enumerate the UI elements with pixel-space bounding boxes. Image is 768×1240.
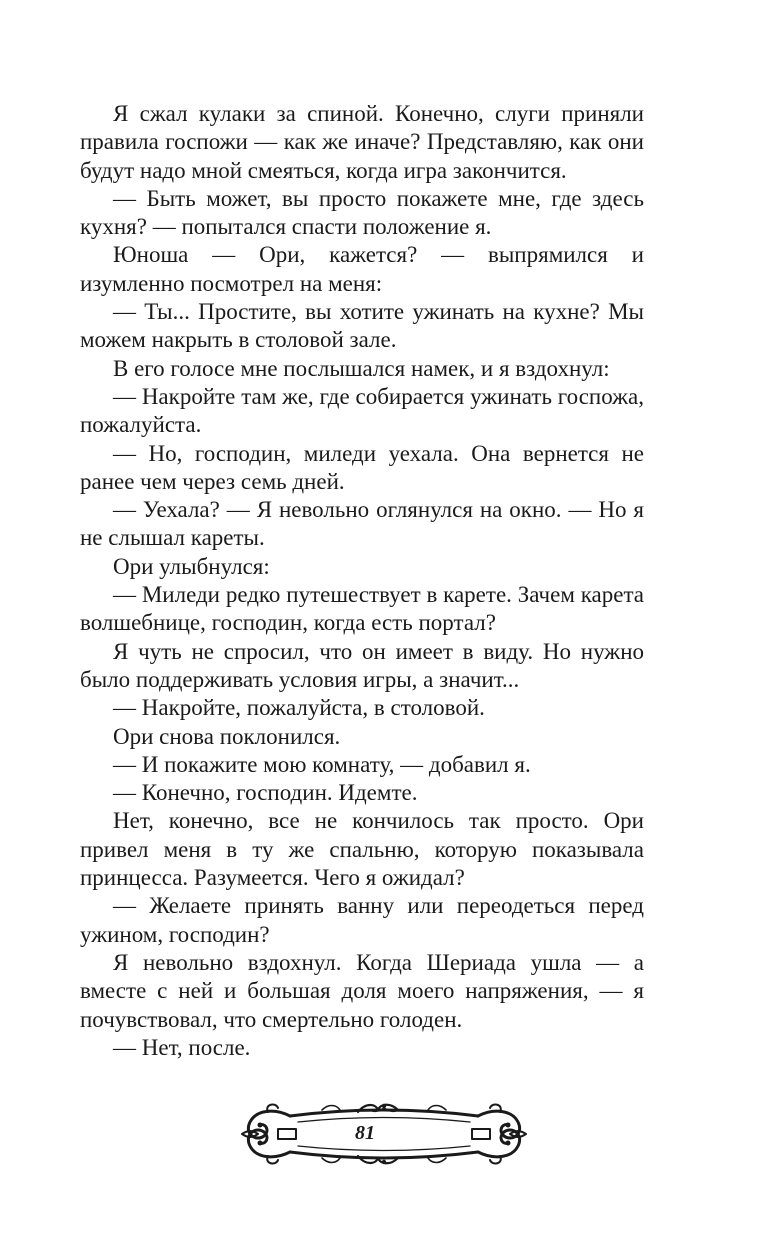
paragraph: — Но, господин, миледи уехала. Она вернется не ранее чем через семь дней.	[80, 440, 644, 494]
paragraph: Юноша — Ори, кажется? — выпрямился и изумленно посмотрел на меня:	[80, 242, 644, 296]
paragraph: Ори улыбнулся:	[113, 553, 270, 579]
paragraph: — Миледи редко путешествует в карете. Зачем карета волшебнице, господин, когда есть портал?	[80, 582, 644, 636]
paragraph: Нет, конечно, все не кончилось так просто. Ори привел меня в ту же спальню, которую показывала принцесса. Разумеется. Чего я ожидал?	[80, 808, 644, 891]
paragraph: — Желаете принять ванну или переодеться перед ужином, господин?	[80, 893, 644, 947]
page-number: 81	[355, 1122, 375, 1144]
paragraph: — Накройте там же, где собирается ужинать госпожа, пожалуйста.	[80, 383, 644, 438]
paragraph: — Конечно, господин. Идемте.	[113, 780, 418, 806]
page-body	[80, 100, 644, 1062]
paragraph: — Нет, после.	[113, 1034, 251, 1060]
paragraph: В его голосе мне послышался намек, и я вздохнул:	[113, 355, 610, 381]
paragraph: Я невольно вздохнул. Когда Шериада ушла — а вместе с ней и большая доля моего напряжения, — я почувствовал, что смертельно голоден.	[80, 949, 644, 1032]
paragraph: Я чуть не спросил, что он имеет в виду. Но нужно было поддерживать условия игры, а значит...	[80, 638, 644, 692]
paragraph: — Быть может, вы просто покажете мне, где здесь кухня? — попытался спасти положение я.	[80, 185, 644, 240]
paragraph: Ори снова поклонился.	[113, 723, 341, 749]
paragraph: — И покажите мою комнату, — добавил я.	[113, 751, 531, 777]
paragraph: — Накройте, пожалуйста, в столовой.	[113, 695, 485, 721]
paragraph: Я сжал кулаки за спиной. Конечно, слуги приняли правила госпожи — как же иначе? Представляю, как они будут надо мной смеяться, когда игра закончится.	[80, 101, 644, 183]
paragraph: — Ты... Простите, вы хотите ужинать на кухне? Мы можем накрыть в столовой зале.	[80, 299, 644, 353]
paragraph: — Уехала? — Я невольно оглянулся на окно. — Но я не слышал кареты.	[80, 497, 644, 551]
